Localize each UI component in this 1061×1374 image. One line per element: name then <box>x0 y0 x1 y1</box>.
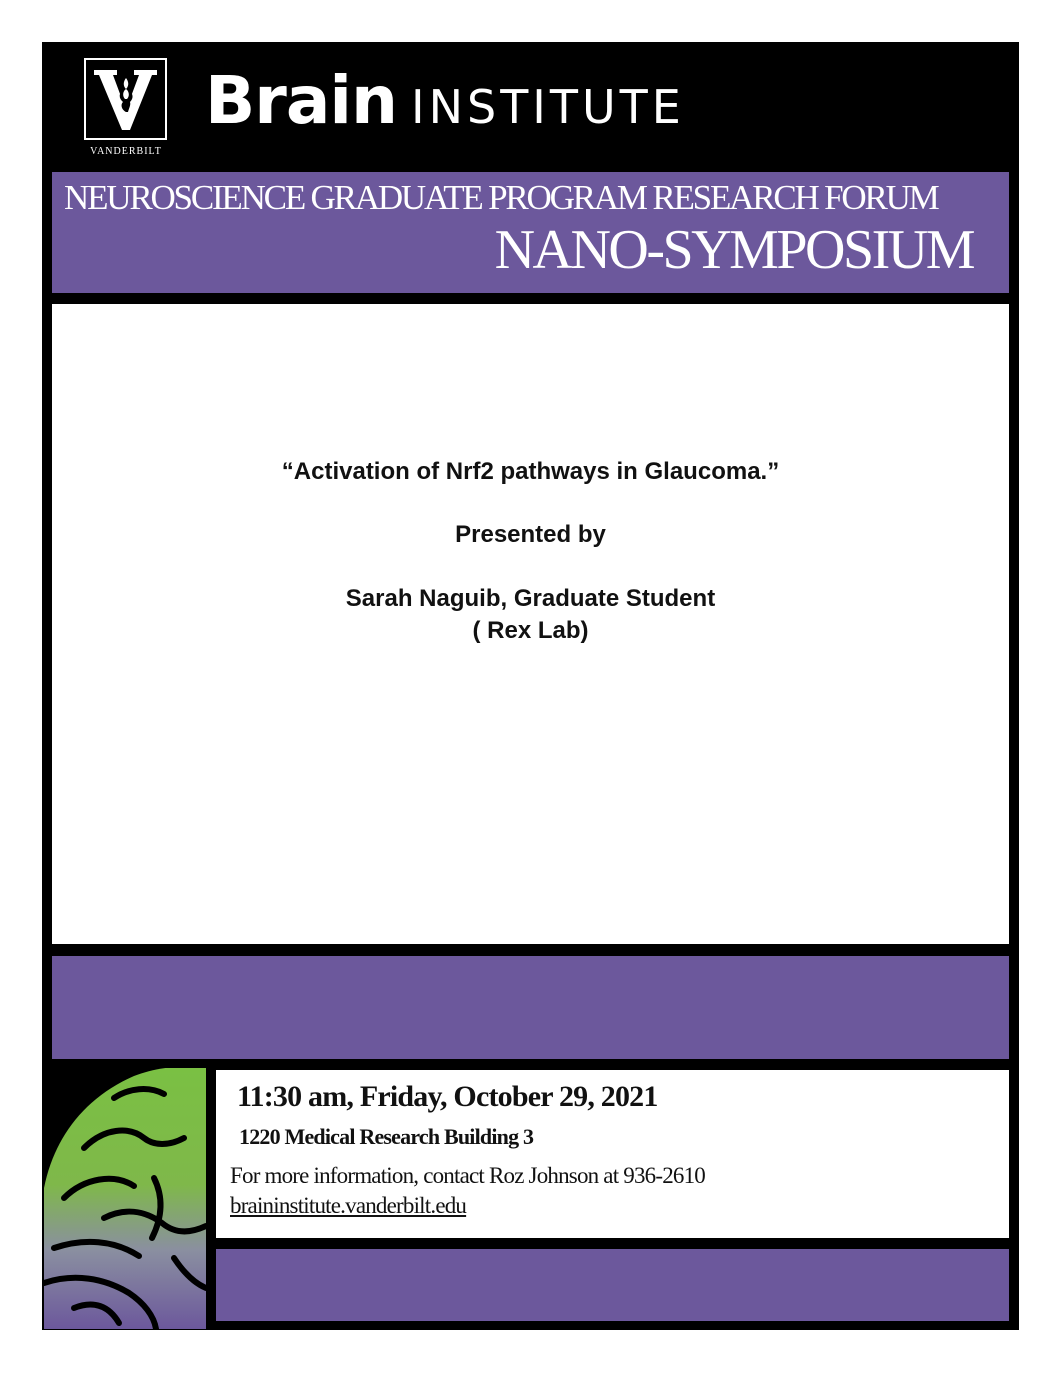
bottom-band <box>216 1249 1009 1321</box>
event-info-panel <box>216 1070 1009 1238</box>
website-link[interactable]: braininstitute.vanderbilt.edu <box>230 1193 467 1218</box>
presented-by-label: Presented by <box>455 521 606 548</box>
logo-wordmark: VANDERBILT <box>90 146 162 157</box>
vanderbilt-logo-icon <box>84 58 167 140</box>
brain-illustration-icon <box>44 1068 206 1329</box>
talk-panel <box>52 304 1009 944</box>
talk-title: “Activation of Nrf2 pathways in Glaucoma.” <box>281 458 780 485</box>
symposium-title: NANO-SYMPOSIUM <box>494 219 973 281</box>
forum-title: NEUROSCIENCE GRADUATE PROGRAM RESEARCH FORUM <box>64 178 938 217</box>
presenter-name: Sarah Naguib, Graduate Student <box>345 585 716 612</box>
title-band <box>52 172 1009 293</box>
event-datetime: 11:30 am, Friday, October 29, 2021 <box>237 1080 658 1113</box>
brand-sub: INSTITUTE <box>411 80 685 134</box>
presenter-lab: ( Rex Lab) <box>472 617 589 644</box>
brand-title <box>205 62 685 139</box>
event-contact: For more information, contact Roz Johnson at 936-2610 <box>230 1163 706 1188</box>
brand-main: Brain <box>205 62 398 139</box>
event-location: 1220 Medical Research Building 3 <box>239 1124 534 1149</box>
middle-band <box>52 956 1009 1059</box>
